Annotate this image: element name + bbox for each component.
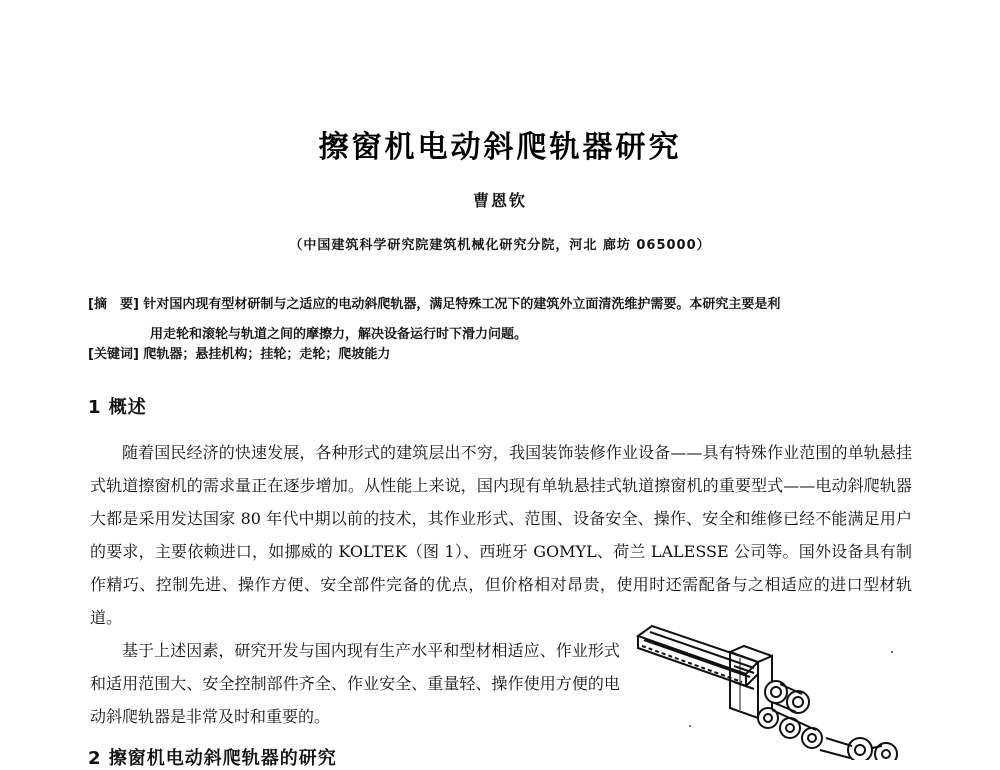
section-2-heading: 2 擦窗机电动斜爬轨器的研究 <box>88 748 337 769</box>
section-1-paragraph-1: 随着国民经济的快速发展，各种形式的建筑层出不穷，我国装饰装修作业设备——具有特殊作业范围的单轨悬挂式轨道擦窗机的需求量正在逐步增加。从性能上来说，国内现有单轨悬挂式轨道擦窗机的重要型式——电动斜爬轨器大都是采用发达国家 80 年代中期以前的技术，其作业形式、范围、设备安全、操作、安全和维修已经不能满足用户的要求，主要依赖进口，如挪威的 KOLTEK（图 1）、西班牙 GOMYL、荷兰 LALESSE 公司等。国外设备具有制作精巧、控制先进、操作方便、安全部件完备的优点，但价格相对昂贵，使用时还需配备与之相适应的进口型材轨道。 <box>90 443 912 627</box>
keywords-block <box>88 344 914 366</box>
abstract-first-line <box>88 290 914 320</box>
abstract-text-2: 用走轮和滚轮与轨道之间的摩擦力，解决设备运行时下滑力问题。 <box>150 327 528 342</box>
author-name: 曹恩钦 <box>472 191 527 210</box>
abstract-label: [摘 要] <box>88 297 139 312</box>
abstract-text-1: 针对国内现有型材研制与之适应的电动斜爬轨器，满足特殊工况下的建筑外立面清洗维护需要。本研究主要是利 <box>143 297 781 312</box>
paper-title: 擦窗机电动斜爬轨器研究 <box>318 130 682 165</box>
abstract-block <box>88 290 914 350</box>
section-1-heading: 1 概述 <box>88 397 147 418</box>
rail-climber-illustration <box>630 622 920 760</box>
author-affiliation: （中国建筑科学研究院建筑机械化研究分院，河北 廊坊 065000） <box>289 238 711 253</box>
keywords-label: [关键词] <box>88 347 139 362</box>
keywords-text: 爬轨器；悬挂机构；挂轮；走轮；爬坡能力 <box>143 347 391 362</box>
figure-rail-climber <box>630 622 920 760</box>
print-dot <box>689 725 691 727</box>
print-dot <box>891 651 893 653</box>
section-1-paragraph-2: 基于上述因素，研究开发与国内现有生产水平和型材相适应、作业形式和适用范围大、安全控制部件齐全、作业安全、重量轻、操作使用方便的电动斜爬轨器是非常及时和重要的。 <box>90 641 620 726</box>
